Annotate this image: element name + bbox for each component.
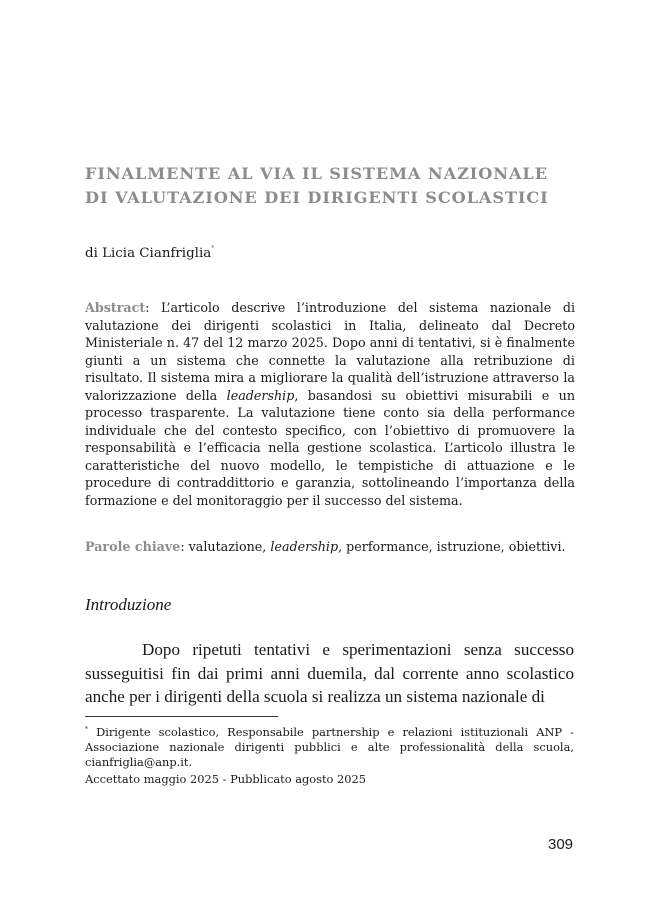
footnote-mark: * bbox=[85, 726, 88, 733]
keywords-text-continued: , performance, istruzione, obiettivi. bbox=[338, 539, 566, 554]
keywords bbox=[85, 538, 585, 555]
abstract-label: Abstract bbox=[85, 300, 146, 315]
footnote-divider bbox=[85, 716, 278, 717]
footnote bbox=[85, 723, 574, 770]
abstract-italic-term: leadership bbox=[226, 387, 295, 403]
abstract-text: : L’articolo descrive l’introduzione del sistema nazionale di valutazione dei dirigenti scolastici in Italia, delineato dal Decreto Ministeriale n. 47 del 12 marzo 2025. Dopo anni di tentativi, si è finalmente giunti a un sistema che connette la valutazione alla retribuzione di risultato. Il sistema mira a migliorare la qualità dell’istruzione attraverso la valorizzazione della bbox=[85, 300, 575, 403]
keywords-text: : valutazione, bbox=[180, 539, 271, 554]
publication-status: Accettato maggio 2025 - Pubblicato agosto 2025 bbox=[85, 772, 367, 786]
author-name: di Licia Cianfriglia bbox=[85, 246, 212, 261]
page-number: 309 bbox=[548, 836, 574, 853]
abstract-text-continued: , basandosi su obiettivi misurabili e un processo trasparente. La valutazione tiene conto sia della performance individuale che del contesto specifico, con l’obiettivo di promuovere la responsabilità e l’efficacia nella gestione scolastica. L’articolo illustra le caratteristiche del nuovo modello, le tempistiche di attuazione e le procedure di contraddittorio e garanzia, sottolineando l’importanza della formazione e del monitoraggio per il successo del sistema. bbox=[85, 387, 576, 509]
body-paragraph: Dopo ripetuti tentativi e sperimentazioni senza successo susseguitisi fin dai primi anni duemila, dal corrente anno scolastico anche per i dirigenti della scuola si realizza un sistema nazionale di bbox=[85, 640, 574, 706]
keywords-italic-term: leadership bbox=[270, 539, 339, 554]
footnote-text: Dirigente scolastico, Responsabile partnership e relazioni istituzionali ANP - Associazione nazionale dirigenti pubblici e alte professionalità della scuola, cianfriglia@anp.it. bbox=[85, 725, 574, 769]
author-byline bbox=[85, 240, 214, 263]
article-title: FINALMENTE AL VIA IL SISTEMA NAZIONALE DI VALUTAZIONE DEI DIRIGENTI SCOLASTICI bbox=[85, 164, 549, 207]
footnote-reference[interactable]: * bbox=[211, 245, 215, 252]
section-heading: Introduzione bbox=[85, 595, 172, 614]
keywords-label: Parole chiave bbox=[85, 539, 181, 554]
abstract bbox=[85, 299, 575, 510]
